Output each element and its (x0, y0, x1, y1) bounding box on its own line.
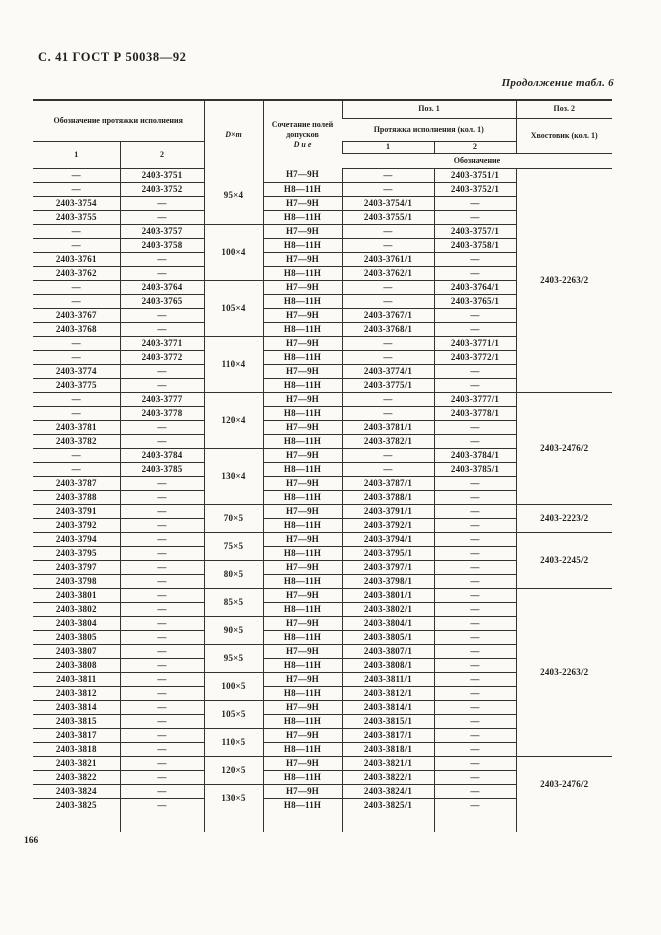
designation-variant-1-cell: — (33, 294, 120, 308)
pos1-variant-2-cell: 2403-3777/1 (434, 392, 516, 406)
pos1-variant-1-cell: 2403-3818/1 (342, 742, 434, 756)
pos1-variant-1-cell: 2403-3807/1 (342, 644, 434, 658)
table-row (33, 756, 612, 770)
designation-variant-1-cell: 2403-3791 (33, 504, 120, 518)
designation-variant-1-cell: — (33, 462, 120, 476)
designation-variant-1-cell: — (33, 336, 120, 350)
col-subheader-1-right: 1 (342, 141, 434, 153)
tolerance-cell: H7—9H (263, 364, 342, 378)
designation-variant-2-cell: — (120, 700, 204, 714)
designation-variant-2-cell: — (120, 784, 204, 798)
designation-variant-2-cell: — (120, 658, 204, 672)
designation-variant-2-cell: 2403-3765 (120, 294, 204, 308)
designation-variant-2-cell: — (120, 686, 204, 700)
designation-variant-1-cell: — (33, 168, 120, 182)
pos1-variant-1-cell: 2403-3798/1 (342, 574, 434, 588)
designation-variant-1-cell: 2403-3797 (33, 560, 120, 574)
spacer-cell (263, 812, 342, 832)
designation-variant-2-cell: 2403-3778 (120, 406, 204, 420)
pos1-variant-2-cell: — (434, 616, 516, 630)
designation-variant-1-cell: 2403-3792 (33, 518, 120, 532)
pos1-variant-1-cell: — (342, 392, 434, 406)
pos1-variant-2-cell: — (434, 546, 516, 560)
dxm-cell: 75×5 (204, 532, 263, 560)
table-open-end-spacer (33, 812, 612, 832)
table-row (33, 168, 612, 182)
tolerance-label-line3: D и е (293, 139, 312, 149)
pos1-variant-1-cell: 2403-3787/1 (342, 476, 434, 490)
spacer-cell (516, 812, 612, 832)
dxm-cell: 100×5 (204, 672, 263, 700)
table-row (33, 504, 612, 518)
designation-variant-2-cell: — (120, 434, 204, 448)
tolerance-cell: H7—9H (263, 196, 342, 210)
designation-variant-2-cell: — (120, 630, 204, 644)
tolerance-cell: H7—9H (263, 504, 342, 518)
tolerance-cell: H8—11H (263, 546, 342, 560)
designation-variant-2-cell: — (120, 196, 204, 210)
dxm-cell: 120×4 (204, 392, 263, 448)
designation-variant-2-cell: — (120, 420, 204, 434)
designation-variant-2-cell: — (120, 714, 204, 728)
tolerance-cell: H7—9H (263, 168, 342, 182)
designation-variant-2-cell: — (120, 266, 204, 280)
designation-variant-1-cell: 2403-3822 (33, 770, 120, 784)
col-header-pos2-sub: Хвостовик (кол. 1) (516, 118, 612, 153)
designation-variant-1-cell: — (33, 182, 120, 196)
pos1-variant-1-cell: 2403-3812/1 (342, 686, 434, 700)
designation-variant-1-cell: 2403-3795 (33, 546, 120, 560)
tolerance-cell: H7—9H (263, 672, 342, 686)
tolerance-cell: H8—11H (263, 182, 342, 196)
page-header-title: С. 41 ГОСТ Р 50038—92 (38, 50, 187, 64)
tolerance-cell: H8—11H (263, 798, 342, 812)
pos1-variant-1-cell: 2403-3824/1 (342, 784, 434, 798)
designation-variant-1-cell: 2403-3761 (33, 252, 120, 266)
tolerance-cell: H8—11H (263, 294, 342, 308)
pos1-variant-1-cell: 2403-3792/1 (342, 518, 434, 532)
pos1-variant-1-cell: — (342, 280, 434, 294)
designation-variant-2-cell: — (120, 672, 204, 686)
pos1-variant-2-cell: — (434, 518, 516, 532)
designation-variant-2-cell: 2403-3758 (120, 238, 204, 252)
table-row (33, 532, 612, 546)
pos1-variant-1-cell: 2403-3822/1 (342, 770, 434, 784)
pos1-variant-2-cell: 2403-3771/1 (434, 336, 516, 350)
pos1-variant-2-cell: — (434, 700, 516, 714)
dxm-cell: 100×4 (204, 224, 263, 280)
designation-variant-2-cell: 2403-3772 (120, 350, 204, 364)
pos1-variant-1-cell: 2403-3814/1 (342, 700, 434, 714)
pos1-variant-2-cell: — (434, 308, 516, 322)
designation-variant-1-cell: 2403-3794 (33, 532, 120, 546)
designation-variant-1-cell: 2403-3815 (33, 714, 120, 728)
designation-variant-1-cell: 2403-3781 (33, 420, 120, 434)
pos1-variant-2-cell: — (434, 686, 516, 700)
pos1-variant-1-cell: 2403-3795/1 (342, 546, 434, 560)
tolerance-cell: H7—9H (263, 560, 342, 574)
pos1-variant-1-cell: 2403-3781/1 (342, 420, 434, 434)
pos1-variant-1-cell: 2403-3821/1 (342, 756, 434, 770)
pos1-variant-2-cell: 2403-3772/1 (434, 350, 516, 364)
pos1-variant-2-cell: — (434, 714, 516, 728)
col-subheader-1-left: 1 (33, 141, 120, 168)
designation-variant-1-cell: 2403-3807 (33, 644, 120, 658)
tolerance-cell: H8—11H (263, 714, 342, 728)
pos1-variant-1-cell: 2403-3804/1 (342, 616, 434, 630)
designation-variant-2-cell: 2403-3752 (120, 182, 204, 196)
pos1-variant-2-cell: — (434, 602, 516, 616)
tolerance-cell: H7—9H (263, 448, 342, 462)
designation-variant-1-cell: 2403-3755 (33, 210, 120, 224)
dxm-cell: 85×5 (204, 588, 263, 616)
pos1-variant-2-cell: — (434, 728, 516, 742)
pos1-variant-1-cell: — (342, 448, 434, 462)
designation-variant-1-cell: 2403-3767 (33, 308, 120, 322)
tolerance-cell: H7—9H (263, 392, 342, 406)
tolerance-cell: H8—11H (263, 630, 342, 644)
designation-variant-1-cell: 2403-3811 (33, 672, 120, 686)
pos1-variant-2-cell: 2403-3764/1 (434, 280, 516, 294)
pos1-variant-1-cell: — (342, 168, 434, 182)
col-subheader-2-right: 2 (434, 141, 516, 153)
pos1-variant-2-cell: — (434, 476, 516, 490)
designation-variant-2-cell: 2403-3764 (120, 280, 204, 294)
designation-variant-1-cell: 2403-3787 (33, 476, 120, 490)
designation-variant-2-cell: — (120, 476, 204, 490)
pos1-variant-2-cell: 2403-3765/1 (434, 294, 516, 308)
pos1-variant-2-cell: — (434, 756, 516, 770)
pos1-variant-1-cell: 2403-3825/1 (342, 798, 434, 812)
dxm-cell: 105×4 (204, 280, 263, 336)
pos1-variant-2-cell: — (434, 798, 516, 812)
designation-variant-2-cell: — (120, 588, 204, 602)
designation-variant-1-cell: 2403-3818 (33, 742, 120, 756)
pos1-variant-1-cell: 2403-3808/1 (342, 658, 434, 672)
dxm-cell: 110×4 (204, 336, 263, 392)
designation-variant-2-cell: — (120, 644, 204, 658)
pos1-variant-1-cell: 2403-3791/1 (342, 504, 434, 518)
tolerance-cell: H7—9H (263, 616, 342, 630)
pos1-variant-2-cell: — (434, 364, 516, 378)
table-container (33, 99, 613, 832)
pos1-variant-2-cell: — (434, 784, 516, 798)
table-continuation-note: Продолжение табл. 6 (501, 77, 614, 89)
designation-variant-2-cell: — (120, 322, 204, 336)
designation-variant-1-cell: 2403-3774 (33, 364, 120, 378)
designation-variant-1-cell: 2403-3782 (33, 434, 120, 448)
pos1-variant-1-cell: 2403-3767/1 (342, 308, 434, 322)
dxm-cell: 120×5 (204, 756, 263, 784)
pos1-variant-2-cell: — (434, 644, 516, 658)
pos1-variant-2-cell: — (434, 588, 516, 602)
designation-variant-2-cell: — (120, 378, 204, 392)
table-row (33, 588, 612, 602)
designation-variant-2-cell: — (120, 546, 204, 560)
pos1-variant-1-cell: 2403-3815/1 (342, 714, 434, 728)
tolerance-cell: H8—11H (263, 602, 342, 616)
pos1-variant-1-cell: 2403-3811/1 (342, 672, 434, 686)
pos1-variant-1-cell: — (342, 238, 434, 252)
designation-variant-2-cell: 2403-3751 (120, 168, 204, 182)
pos1-variant-1-cell: — (342, 224, 434, 238)
shank-cell: 2403-2263/2 (516, 588, 612, 756)
designation-variant-1-cell: — (33, 238, 120, 252)
dxm-cell: 95×4 (204, 168, 263, 224)
pos1-variant-2-cell: — (434, 266, 516, 280)
table-body (33, 168, 612, 832)
pos1-variant-2-cell: — (434, 672, 516, 686)
pos1-variant-1-cell: 2403-3802/1 (342, 602, 434, 616)
pos1-variant-1-cell: — (342, 336, 434, 350)
designation-variant-1-cell: — (33, 224, 120, 238)
dxm-cell: 90×5 (204, 616, 263, 644)
pos1-variant-2-cell: — (434, 420, 516, 434)
pos1-variant-2-cell: 2403-3757/1 (434, 224, 516, 238)
designation-variant-1-cell: 2403-3814 (33, 700, 120, 714)
pos1-variant-2-cell: — (434, 574, 516, 588)
dxm-cell: 105×5 (204, 700, 263, 728)
designation-variant-2-cell: — (120, 518, 204, 532)
designation-variant-1-cell: — (33, 280, 120, 294)
designation-variant-2-cell: — (120, 756, 204, 770)
pos1-variant-2-cell: — (434, 658, 516, 672)
spacer-cell (204, 812, 263, 832)
designation-variant-1-cell: — (33, 350, 120, 364)
designation-variant-2-cell: — (120, 308, 204, 322)
tolerance-cell: H8—11H (263, 378, 342, 392)
dxm-cell: 110×5 (204, 728, 263, 756)
pos1-variant-2-cell: 2403-3751/1 (434, 168, 516, 182)
pos1-variant-1-cell: — (342, 462, 434, 476)
col-header-pos1: Поз. 1 (342, 100, 516, 118)
pos1-variant-2-cell: — (434, 378, 516, 392)
spacer-cell (434, 812, 516, 832)
tolerance-cell: H8—11H (263, 490, 342, 504)
designation-variant-2-cell: — (120, 490, 204, 504)
tolerance-cell: H7—9H (263, 224, 342, 238)
spacer-cell (120, 812, 204, 832)
pos1-variant-1-cell: 2403-3782/1 (342, 434, 434, 448)
tolerance-cell: H7—9H (263, 280, 342, 294)
pos1-variant-1-cell: 2403-3754/1 (342, 196, 434, 210)
dxm-cell: 80×5 (204, 560, 263, 588)
designation-variant-2-cell: — (120, 742, 204, 756)
designation-variant-1-cell: 2403-3762 (33, 266, 120, 280)
designation-variant-2-cell: 2403-3757 (120, 224, 204, 238)
tolerance-cell: H7—9H (263, 756, 342, 770)
tolerance-cell: H7—9H (263, 476, 342, 490)
designation-variant-2-cell: 2403-3771 (120, 336, 204, 350)
tolerance-cell: H8—11H (263, 742, 342, 756)
pos1-variant-2-cell: — (434, 210, 516, 224)
spacer-cell (33, 812, 120, 832)
designation-variant-2-cell: — (120, 798, 204, 812)
pos1-variant-1-cell: 2403-3775/1 (342, 378, 434, 392)
tolerance-cell: H7—9H (263, 252, 342, 266)
tolerance-cell: H7—9H (263, 728, 342, 742)
shank-cell: 2403-2263/2 (516, 168, 612, 392)
designation-variant-1-cell: 2403-3802 (33, 602, 120, 616)
designation-variant-2-cell: — (120, 770, 204, 784)
tolerance-cell: H8—11H (263, 210, 342, 224)
tolerance-label-line1: Сочетание полей (271, 119, 334, 129)
tolerance-cell: H8—11H (263, 434, 342, 448)
pos1-variant-1-cell: 2403-3817/1 (342, 728, 434, 742)
designation-variant-2-cell: 2403-3785 (120, 462, 204, 476)
designation-variant-2-cell: — (120, 616, 204, 630)
tolerance-cell: H7—9H (263, 420, 342, 434)
pos1-variant-1-cell: 2403-3761/1 (342, 252, 434, 266)
spacer-cell (342, 812, 434, 832)
designation-variant-2-cell: — (120, 532, 204, 546)
pos1-variant-2-cell: 2403-3778/1 (434, 406, 516, 420)
designation-variant-1-cell: 2403-3817 (33, 728, 120, 742)
pos1-variant-1-cell: — (342, 350, 434, 364)
tolerance-cell: H8—11H (263, 462, 342, 476)
pos1-variant-2-cell: — (434, 322, 516, 336)
tolerance-cell: H8—11H (263, 266, 342, 280)
col-subheader-2-left: 2 (120, 141, 204, 168)
dxm-label: D×m (225, 129, 242, 139)
tolerance-label-line2: допусков (286, 129, 319, 139)
shank-cell: 2403-2476/2 (516, 756, 612, 812)
dxm-cell: 70×5 (204, 504, 263, 532)
tolerance-cell: H7—9H (263, 700, 342, 714)
tolerance-cell: H8—11H (263, 574, 342, 588)
dxm-cell: 95×5 (204, 644, 263, 672)
designation-variant-1-cell: 2403-3804 (33, 616, 120, 630)
pos1-variant-2-cell: — (434, 742, 516, 756)
pos1-variant-1-cell: — (342, 182, 434, 196)
designation-variant-2-cell: — (120, 560, 204, 574)
table-header (33, 100, 612, 168)
pos1-variant-1-cell: 2403-3801/1 (342, 588, 434, 602)
pos1-variant-1-cell: 2403-3794/1 (342, 532, 434, 546)
tolerance-cell: H7—9H (263, 308, 342, 322)
pos1-variant-2-cell: — (434, 630, 516, 644)
designation-variant-1-cell: 2403-3754 (33, 196, 120, 210)
designation-variant-1-cell: 2403-3821 (33, 756, 120, 770)
tolerance-cell: H8—11H (263, 322, 342, 336)
tolerance-cell: H8—11H (263, 658, 342, 672)
shank-cell: 2403-2476/2 (516, 392, 612, 504)
tolerance-cell: H7—9H (263, 532, 342, 546)
designation-variant-1-cell: 2403-3812 (33, 686, 120, 700)
pos1-variant-1-cell: 2403-3755/1 (342, 210, 434, 224)
tolerance-cell: H7—9H (263, 336, 342, 350)
pos1-variant-2-cell: — (434, 434, 516, 448)
designation-variant-1-cell: 2403-3808 (33, 658, 120, 672)
pos1-variant-2-cell: — (434, 252, 516, 266)
tolerance-cell: H7—9H (263, 644, 342, 658)
pos1-variant-1-cell: 2403-3762/1 (342, 266, 434, 280)
designation-variant-2-cell: — (120, 364, 204, 378)
designation-variant-2-cell: 2403-3784 (120, 448, 204, 462)
tolerance-cell: H7—9H (263, 784, 342, 798)
pos1-variant-2-cell: 2403-3784/1 (434, 448, 516, 462)
pos1-variant-2-cell: — (434, 560, 516, 574)
designation-variant-1-cell: 2403-3798 (33, 574, 120, 588)
tolerance-cell: H8—11H (263, 770, 342, 784)
table-row (33, 392, 612, 406)
designation-variant-1-cell: 2403-3824 (33, 784, 120, 798)
tolerance-cell: H8—11H (263, 686, 342, 700)
broach-designation-table (33, 99, 612, 832)
pos1-variant-1-cell: 2403-3805/1 (342, 630, 434, 644)
pos1-variant-1-cell: — (342, 406, 434, 420)
tolerance-cell: H8—11H (263, 350, 342, 364)
designation-variant-2-cell: 2403-3777 (120, 392, 204, 406)
dxm-cell: 130×4 (204, 448, 263, 504)
designation-variant-2-cell: — (120, 504, 204, 518)
designation-variant-1-cell: 2403-3801 (33, 588, 120, 602)
pos1-variant-2-cell: — (434, 532, 516, 546)
designation-variant-1-cell: 2403-3775 (33, 378, 120, 392)
designation-variant-1-cell: 2403-3768 (33, 322, 120, 336)
pos1-variant-2-cell: 2403-3785/1 (434, 462, 516, 476)
col-header-pos2: Поз. 2 (516, 100, 612, 118)
shank-cell: 2403-2245/2 (516, 532, 612, 588)
col-header-pos1-sub: Протяжка исполнения (кол. 1) (342, 118, 516, 141)
designation-variant-2-cell: — (120, 252, 204, 266)
col-header-dxm (204, 100, 263, 168)
designation-variant-1-cell: 2403-3825 (55, 799, 97, 810)
tolerance-cell: H8—11H (263, 238, 342, 252)
pos1-variant-1-cell: 2403-3797/1 (342, 560, 434, 574)
pos1-variant-2-cell: — (434, 770, 516, 784)
designation-variant-2-cell: — (120, 210, 204, 224)
tolerance-cell: H8—11H (263, 518, 342, 532)
pos1-variant-2-cell: — (434, 504, 516, 518)
designation-variant-1-cell: — (33, 448, 120, 462)
pos1-variant-1-cell: 2403-3774/1 (342, 364, 434, 378)
tolerance-cell: H8—11H (263, 406, 342, 420)
pos1-variant-1-cell: 2403-3788/1 (342, 490, 434, 504)
col-header-tolerance (263, 100, 342, 168)
designation-variant-1-cell: — (33, 406, 120, 420)
tolerance-cell: H7—9H (263, 588, 342, 602)
designation-variant-2-cell: — (120, 602, 204, 616)
designation-variant-1-cell: 2403-3805 (33, 630, 120, 644)
page-number: 166 (24, 836, 39, 846)
col-header-designation-group: Обозначение протяжки исполнения (33, 100, 204, 141)
dxm-cell: 130×5 (204, 784, 263, 812)
designation-variant-2-cell: — (120, 574, 204, 588)
designation-variant-2-cell: — (120, 728, 204, 742)
pos1-variant-2-cell: 2403-3758/1 (434, 238, 516, 252)
pos1-variant-2-cell: — (434, 196, 516, 210)
pos1-variant-1-cell: — (342, 294, 434, 308)
pos1-variant-1-cell: 2403-3768/1 (342, 322, 434, 336)
col-header-designation-label: Обозначение (342, 153, 612, 168)
pos1-variant-2-cell: 2403-3752/1 (434, 182, 516, 196)
pos1-variant-2-cell: — (434, 490, 516, 504)
shank-cell: 2403-2223/2 (516, 504, 612, 532)
designation-variant-1-cell: — (33, 392, 120, 406)
designation-variant-1-cell: 2403-3788 (33, 490, 120, 504)
